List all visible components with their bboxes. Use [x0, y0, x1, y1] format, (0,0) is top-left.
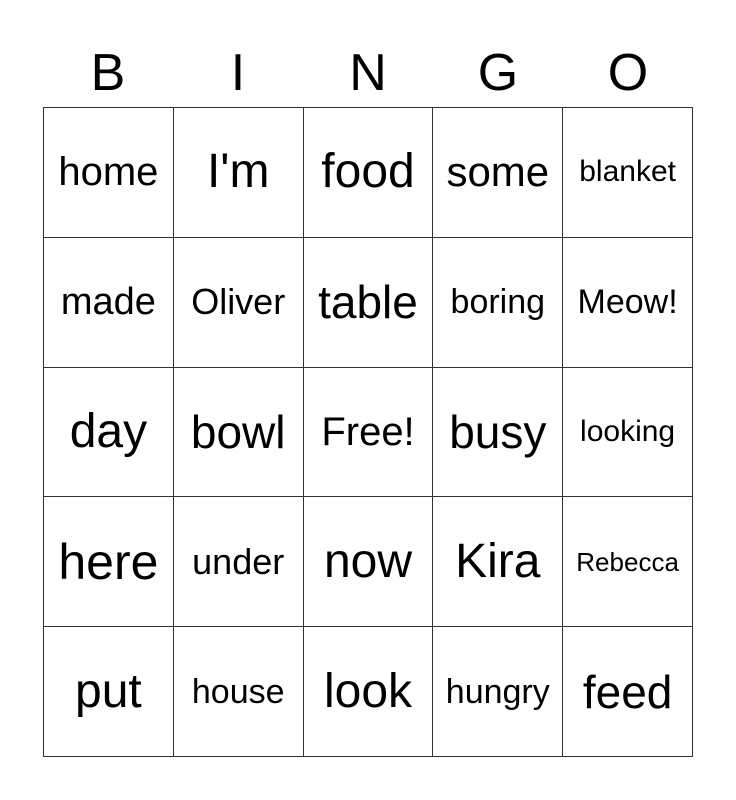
- cell-word: food: [321, 145, 415, 199]
- bingo-cell[interactable]: [304, 627, 434, 757]
- bingo-board: [43, 107, 693, 757]
- bingo-cell[interactable]: [433, 497, 563, 627]
- cell-word: Kira: [455, 534, 541, 588]
- cell-word: looking: [580, 414, 676, 448]
- cell-word: look: [323, 664, 413, 718]
- cell-word: day: [69, 404, 148, 458]
- header-letter-i: I: [230, 44, 246, 102]
- cell-word: bowl: [190, 405, 286, 458]
- bingo-cell[interactable]: [44, 368, 174, 498]
- cell-word: some: [446, 148, 550, 196]
- cell-word: boring: [450, 283, 546, 322]
- cell-word: table: [318, 276, 418, 329]
- cell-word: Meow!: [577, 283, 678, 322]
- cell-word: Rebecca: [576, 546, 679, 577]
- bingo-cell[interactable]: [44, 627, 174, 757]
- header-letter-b: B: [90, 44, 126, 102]
- bingo-cell[interactable]: [563, 627, 693, 757]
- cell-word: hungry: [445, 672, 550, 711]
- cell-word: busy: [449, 405, 547, 458]
- bingo-cell[interactable]: [174, 627, 304, 757]
- bingo-cell[interactable]: [433, 368, 563, 498]
- cell-word: Free!: [321, 409, 415, 454]
- cell-word: made: [60, 281, 156, 324]
- cell-word: now: [323, 534, 413, 588]
- bingo-header: [43, 40, 693, 106]
- cell-word: here: [58, 533, 159, 590]
- bingo-cell[interactable]: [304, 108, 434, 238]
- bingo-cell[interactable]: [304, 497, 434, 627]
- bingo-cell[interactable]: [44, 108, 174, 238]
- bingo-cell[interactable]: [174, 368, 304, 498]
- cell-word: feed: [582, 665, 673, 718]
- bingo-cell[interactable]: [563, 368, 693, 498]
- bingo-cell[interactable]: [174, 108, 304, 238]
- bingo-cell[interactable]: [304, 368, 434, 498]
- bingo-cell[interactable]: [44, 497, 174, 627]
- bingo-cell[interactable]: [563, 238, 693, 368]
- cell-word: I'm: [206, 145, 270, 199]
- header-letter-n: N: [349, 44, 387, 102]
- bingo-cell[interactable]: [174, 497, 304, 627]
- bingo-cell[interactable]: [304, 238, 434, 368]
- bingo-cell[interactable]: [433, 108, 563, 238]
- cell-word: house: [191, 672, 285, 711]
- bingo-cell[interactable]: [433, 238, 563, 368]
- header-letter-g: G: [477, 44, 519, 102]
- cell-word: blanket: [579, 155, 676, 189]
- cell-word: put: [75, 664, 142, 718]
- bingo-cell[interactable]: [433, 627, 563, 757]
- bingo-cell[interactable]: [563, 497, 693, 627]
- bingo-cell[interactable]: [44, 238, 174, 368]
- bingo-cell[interactable]: [563, 108, 693, 238]
- cell-word: under: [192, 540, 285, 582]
- header-letter-o: O: [607, 44, 649, 102]
- bingo-cell[interactable]: [174, 238, 304, 368]
- cell-word: Oliver: [191, 281, 286, 323]
- cell-word: home: [58, 150, 159, 195]
